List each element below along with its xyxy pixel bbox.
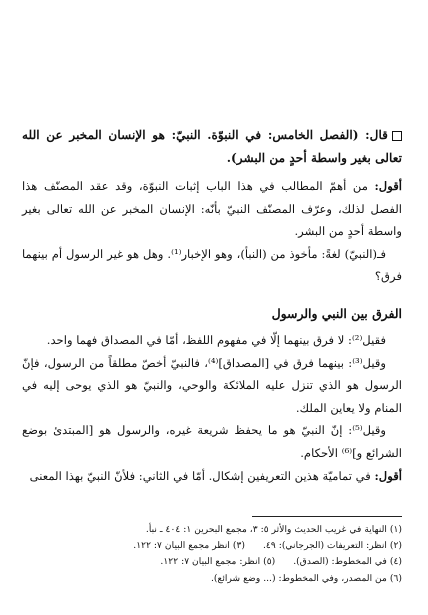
paragraph-text: في تماميّة هذين التعريفين إشكال. أمّا في الثاني: فلأنّ النبيّ بهذا المعنى xyxy=(29,468,375,483)
footnotes xyxy=(22,516,402,587)
paragraph-text: فقيل⁽²⁾: لا فرق بينهما إلّا في مفهوم اللفظ، أمّا في المصداق فهما واحد. xyxy=(46,332,386,347)
footnote-divider xyxy=(252,516,402,517)
square-bullet-icon xyxy=(392,131,402,141)
footnote: (١) النهاية في غريب الحديث والأثر ٥: ٣، مجمع البحرين ١: ٤٠٤ ـ نبأ. xyxy=(145,524,402,535)
chapter-heading-text: قال: (الفصل الخامس: في النبوّة. النبيّ: هو الإنسان المخبر عن الله تعالى بغير واسطة أحدٍ من البشر). xyxy=(22,128,402,165)
paragraph-text: وقيل⁽³⁾: بينهما فرق في [المصداق]⁽⁴⁾، فالنبيّ أخصّ مطلقاً من الرسول، فإنّ الرسول هو الذي تنزل عليه الملائكة والوحي، والنبيّ هو الذي يوحى إليه في المنام ولا يعاين الملك. xyxy=(22,355,402,415)
paragraph-text: من أهمّ المطالب في هذا الباب إثبات النبوّة، وقد عقد المصنّف هذا الفصل لذلك، وعرّف المصنّف النبيّ بأنّه: الإنسان المخبر عن الله تعالى بغير واسطة أحدٍ من البشر. xyxy=(22,179,402,239)
footnote: (٢) انظر: التعريفات (الجرجاني): ٤٩. xyxy=(263,540,402,552)
paragraph-lead: أقول: xyxy=(374,468,402,483)
chapter-heading xyxy=(22,124,402,170)
section-title: الفرق بين النبي والرسول xyxy=(271,305,402,321)
footnote: (٦) من المصدر، وفي المخطوط: (... وضع شرائع). xyxy=(210,572,402,584)
paragraph-text: فـ(النبيّ) لغةً: مأخوذ من (النبأ)، وهو الإخبار⁽¹⁾. وهل هو غير الرسول أم بينهما فرق؟ xyxy=(22,246,402,284)
body-paragraph xyxy=(22,419,402,464)
footnote: (٣) انظر مجمع البيان ٧: ١٢٢. xyxy=(133,540,245,552)
footnote-row xyxy=(22,554,402,570)
paragraph-lead: أقول: xyxy=(374,179,402,193)
footnote-row xyxy=(22,538,402,554)
paragraph-text: وقيل⁽⁵⁾: إنّ النبيّ هو ما يحفظ شريعة غيره، والرسول هو [المبتدئ بوضع الشرائع و]⁽⁶⁾ الأحكام. xyxy=(22,423,402,460)
body-paragraph xyxy=(22,465,402,488)
body-paragraph xyxy=(22,175,402,243)
body-paragraph xyxy=(22,352,402,420)
body-paragraph xyxy=(22,329,402,352)
body-paragraph xyxy=(22,243,402,288)
footnote: (٥) انظر: مجمع البيان ٧: ١٢٢. xyxy=(160,556,276,568)
footnote: (٤) في المخطوط: (الصدق). xyxy=(293,556,402,568)
